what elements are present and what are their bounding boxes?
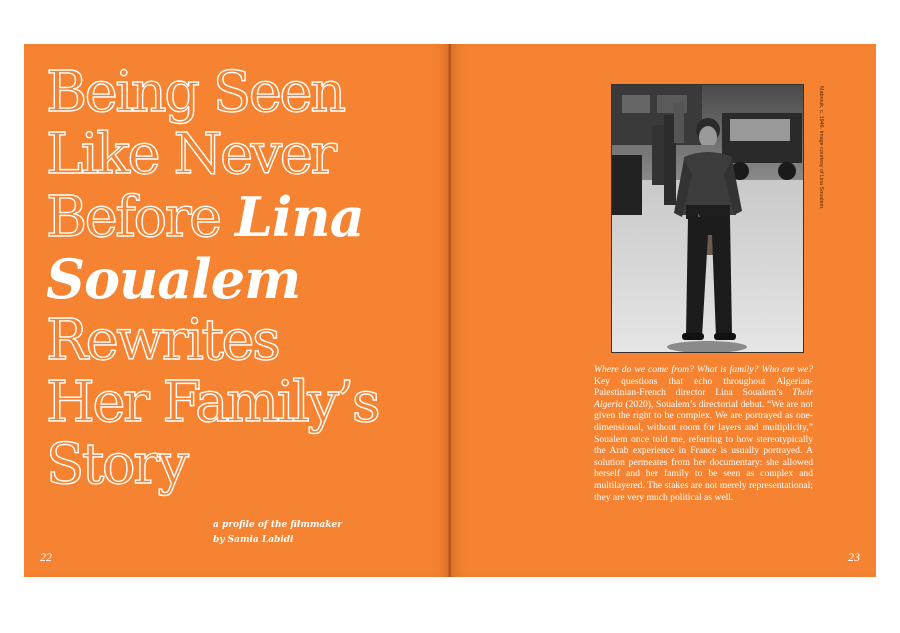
photo-caption-text: Mabrouk, c. 1946. Image courtesy of Lina Soualem.	[818, 86, 824, 210]
archival-photo	[611, 84, 804, 353]
body-text-1: Key questions that echo throughout Algerian-Palestinian-French director Lina Soualem’s	[594, 375, 813, 399]
title-line-6: Her Family’s	[46, 370, 379, 435]
page-number-right: 23	[848, 550, 860, 564]
body-text-2: (2020), Soualem’s directorial debut. “We are not given the right to be complex. We are portrayed as one-dimensional, without room for layers and multiplicity,” Soualem once told me, referring to how stereotypically the Arab experience in France is usually portrayed. A solution permeates from her documentary: she allowed herself and her family to be seen as complex and multilayered. The stakes are not merely representational; they are very much political as well.	[594, 398, 813, 503]
body-paragraph	[594, 364, 813, 503]
body-film-title: Their Algeria	[594, 387, 813, 410]
title-line-7: Story	[46, 432, 187, 497]
article-title	[46, 62, 446, 496]
left-page	[24, 44, 449, 577]
photo-caption	[815, 86, 825, 256]
title-line-5: Rewrites	[46, 308, 279, 373]
byline-author: by Samia Labidi	[213, 535, 294, 545]
title-line-4: Soualem	[46, 247, 301, 311]
title-line-2: Like Never	[46, 122, 335, 187]
photo-illustration	[612, 85, 804, 353]
page-number-left: 22	[40, 550, 52, 564]
right-page	[451, 44, 876, 577]
byline	[213, 518, 342, 548]
title-line-3-bold: Lina	[234, 185, 364, 249]
magazine-spread	[24, 44, 876, 577]
body-questions: Where do we come from? What is family? Who are we?	[594, 364, 813, 375]
byline-subtitle: a profile of the filmmaker	[213, 520, 342, 530]
title-line-3-thin: Before	[46, 185, 235, 250]
title-line-1: Being Seen	[46, 60, 344, 125]
title-line-3	[46, 186, 446, 248]
